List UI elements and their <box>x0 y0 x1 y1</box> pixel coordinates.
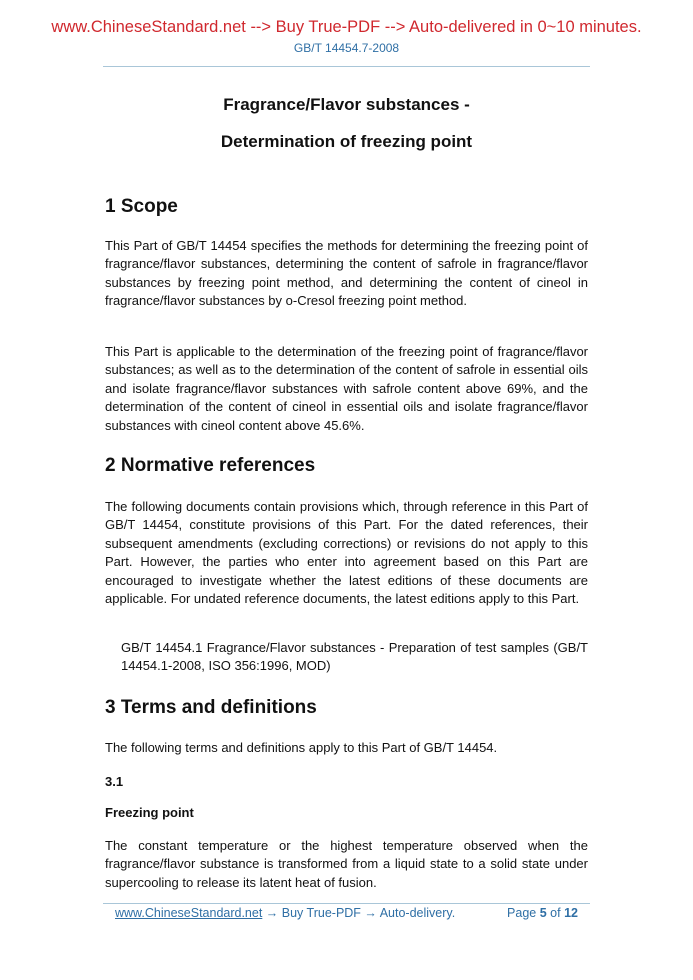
paragraph: This Part of GB/T 14454 specifies the methods for determining the freezing point of fragrance/flavor substances, determining the content of safrole in fragrance/flavor substances by freezing point method, and determining the content of cineol in fragrance/flavor substances by o-Cresol freezing point method. <box>105 238 588 309</box>
section-heading-scope: 1 Scope <box>105 196 178 217</box>
footer-divider <box>103 903 590 904</box>
term-name: Freezing point <box>105 805 194 820</box>
page-of: of <box>550 906 561 920</box>
footer-text: → Buy True-PDF → Auto-delivery. <box>262 906 456 920</box>
section-heading-terms: 3 Terms and definitions <box>105 697 317 718</box>
page-label: Page <box>507 906 537 920</box>
page-indicator <box>507 906 578 920</box>
header-banner: www.ChineseStandard.net --> Buy True-PDF --> Auto-delivered in 0~10 minutes. <box>51 18 642 36</box>
doc-id: GB/T 14454.7-2008 <box>293 41 400 55</box>
paragraph: The following terms and definitions apply to this Part of GB/T 14454. <box>105 740 498 755</box>
page-total: 12 <box>564 906 578 920</box>
doc-title-line2: Determination of freezing point <box>220 132 473 151</box>
section-heading-normative: 2 Normative references <box>105 455 316 476</box>
paragraph: The following documents contain provisions which, through reference in this Part of GB/T 14454, constitute provisions of this Part. For the dated references, their subsequent amendments (excluding corrections) or revisions do not apply to this Part. However, the parties who enter into agreement based on this Part are encouraged to investigate whether the latest editions of these documents are applicable. For undated reference documents, the latest editions apply to this Part. <box>105 499 588 607</box>
paragraph: This Part is applicable to the determination of the freezing point of fragrance/flavor substances; as well as to the determination of the content of safrole in essential oils and isolate fragrance/flavor substances with safrole content above 69%, and the determination of the content of cineol in essential oils and isolate fragrance/flavor substances with cineol content above 45.6%. <box>105 344 588 433</box>
page-number: 5 <box>539 906 547 920</box>
doc-title-line1: Fragrance/Flavor substances - <box>223 95 470 114</box>
footer <box>115 906 578 920</box>
term-definition: The constant temperature or the highest temperature observed when the fragrance/flavor substance is transformed from a liquid state to a solid state under supercooling to release its latent heat of fusion. <box>105 838 588 890</box>
term-number: 3.1 <box>105 774 124 789</box>
header-divider <box>103 66 590 67</box>
reference-item: GB/T 14454.1 Fragrance/Flavor substances - Preparation of test samples (GB/T 14454.1-2008, ISO 356:1996, MOD) <box>121 640 588 674</box>
footer-link[interactable]: www.ChineseStandard.net <box>115 906 263 920</box>
